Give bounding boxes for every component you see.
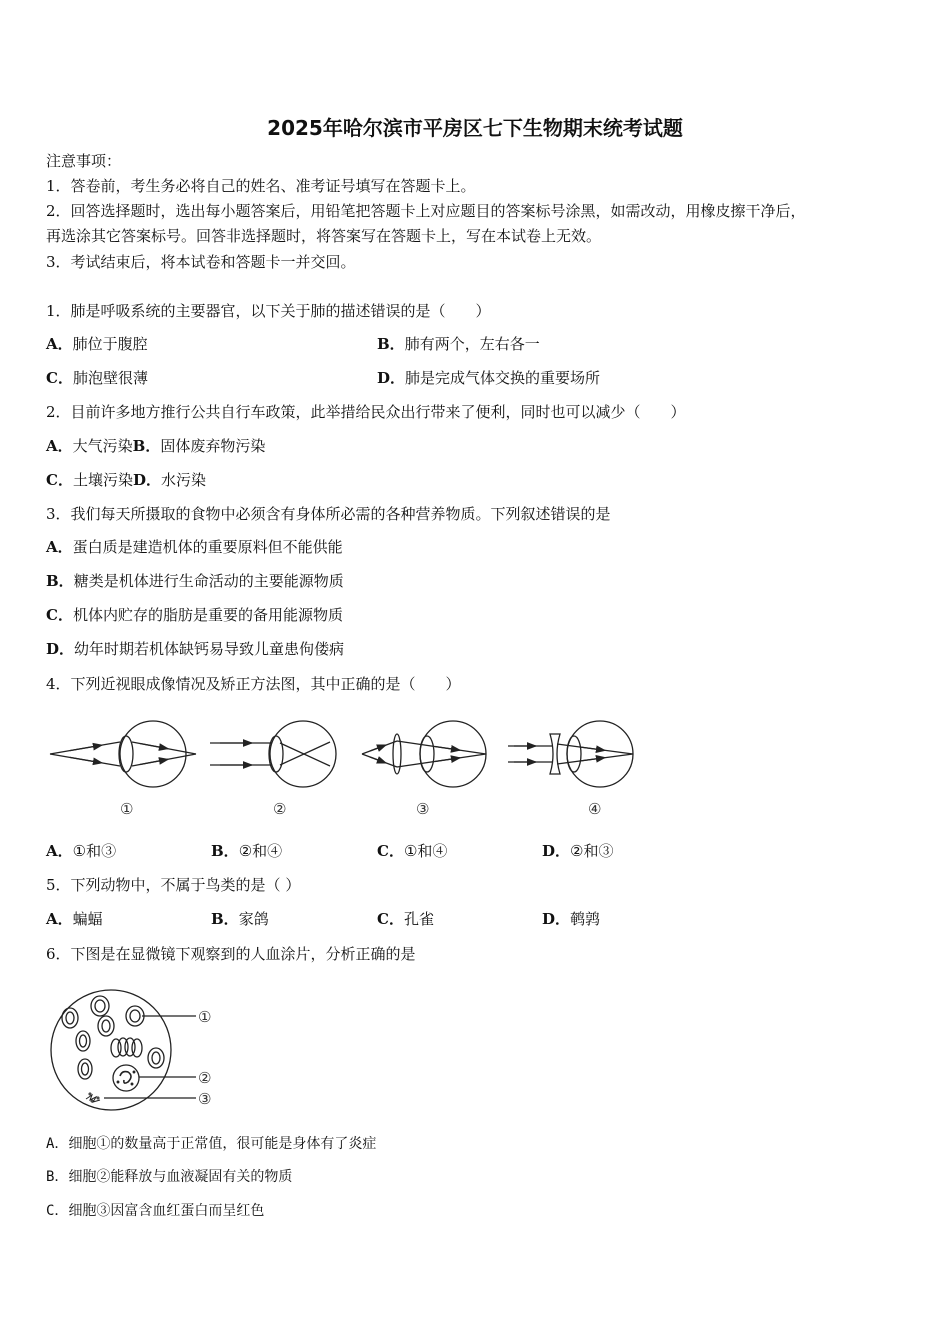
q2-options-ab: A．大气污染B．固体废弃物污染	[46, 437, 266, 455]
q6-option-c: C．细胞③因富含血红蛋白而呈红色	[46, 1203, 265, 1219]
q5-option-b: B．家鸽	[211, 910, 269, 928]
notice-item-1: 1．答卷前，考生务必将自己的姓名、准考证号填写在答题卡上。	[46, 177, 476, 195]
blood-smear-figure	[48, 986, 228, 1116]
q2-options-cd: C．土壤污染D．水污染	[46, 471, 206, 489]
q6-option-a: A．细胞①的数量高于正常值，很可能是身体有了炎症	[46, 1136, 377, 1152]
platelets	[86, 1093, 100, 1102]
q4-option-d: D．②和③	[542, 842, 614, 860]
eye-label-1: ①	[120, 800, 134, 818]
red-blood-cells	[62, 996, 164, 1079]
q1-option-d: D．肺是完成气体交换的重要场所	[377, 369, 601, 387]
eye-label-3: ③	[416, 800, 430, 818]
eye-diagram-figure	[40, 708, 650, 823]
question-3-stem: 3．我们每天所摄取的食物中必须含有身体所必需的各种营养物质。下列叙述错误的是	[46, 505, 611, 523]
white-blood-cell	[113, 1065, 139, 1091]
q1-option-c: C．肺泡壁很薄	[46, 369, 148, 387]
q6-option-b: B．细胞②能释放与血液凝固有关的物质	[46, 1169, 293, 1185]
question-6-stem: 6．下图是在显微镜下观察到的人血涂片，分析正确的是	[46, 945, 416, 963]
question-1-stem: 1．肺是呼吸系统的主要器官，以下关于肺的描述错误的是（ ）	[46, 302, 491, 320]
notice-heading: 注意事项：	[46, 152, 122, 170]
eye-diagram-4	[508, 721, 633, 787]
q5-option-a: A．蝙蝠	[46, 910, 103, 928]
q3-option-b: B．糖类是机体进行生命活动的主要能源物质	[46, 572, 344, 590]
notice-item-3: 3．考试结束后，将本试卷和答题卡一并交回。	[46, 253, 356, 271]
smear-label-3: ③	[198, 1090, 212, 1108]
q4-option-c: C．①和④	[377, 842, 448, 860]
q1-option-a: A．肺位于腹腔	[46, 335, 148, 353]
eye-diagram-3	[362, 721, 486, 787]
eye-label-2: ②	[273, 800, 287, 818]
q5-option-d: D．鹌鹑	[542, 910, 601, 928]
notice-item-2-cont: 再选涂其它答案标号。回答非选择题时，将答案写在答题卡上，写在本试卷上无效。	[46, 227, 602, 245]
q3-option-c: C．机体内贮存的脂肪是重要的备用能源物质	[46, 606, 343, 624]
q1-option-b: B．肺有两个，左右各一	[377, 335, 540, 353]
q4-option-b: B．②和④	[211, 842, 283, 860]
q3-option-d: D．幼年时期若机体缺钙易导致儿童患佝偻病	[46, 640, 345, 658]
question-2-stem: 2．目前许多地方推行公共自行车政策，此举措给民众出行带来了便利，同时也可以减少（ ）	[46, 403, 686, 421]
eye-diagram-2	[210, 721, 336, 787]
q5-option-c: C．孔雀	[377, 910, 434, 928]
page-title: 2025年哈尔滨市平房区七下生物期末统考试题	[267, 116, 683, 140]
question-5-stem: 5．下列动物中，不属于鸟类的是（ ）	[46, 876, 301, 894]
eye-label-4: ④	[588, 800, 602, 818]
q3-option-a: A．蛋白质是建造机体的重要原料但不能供能	[46, 538, 343, 556]
question-4-stem: 4．下列近视眼成像情况及矫正方法图，其中正确的是（ ）	[46, 675, 461, 693]
smear-label-1: ①	[198, 1008, 212, 1026]
eye-diagram-1	[50, 721, 196, 787]
q4-option-a: A．①和③	[46, 842, 117, 860]
smear-label-2: ②	[198, 1069, 212, 1087]
notice-item-2: 2．回答选择题时，选出每小题答案后，用铅笔把答题卡上对应题目的答案标号涂黑，如需改动，用橡皮擦干净后，	[46, 202, 806, 220]
